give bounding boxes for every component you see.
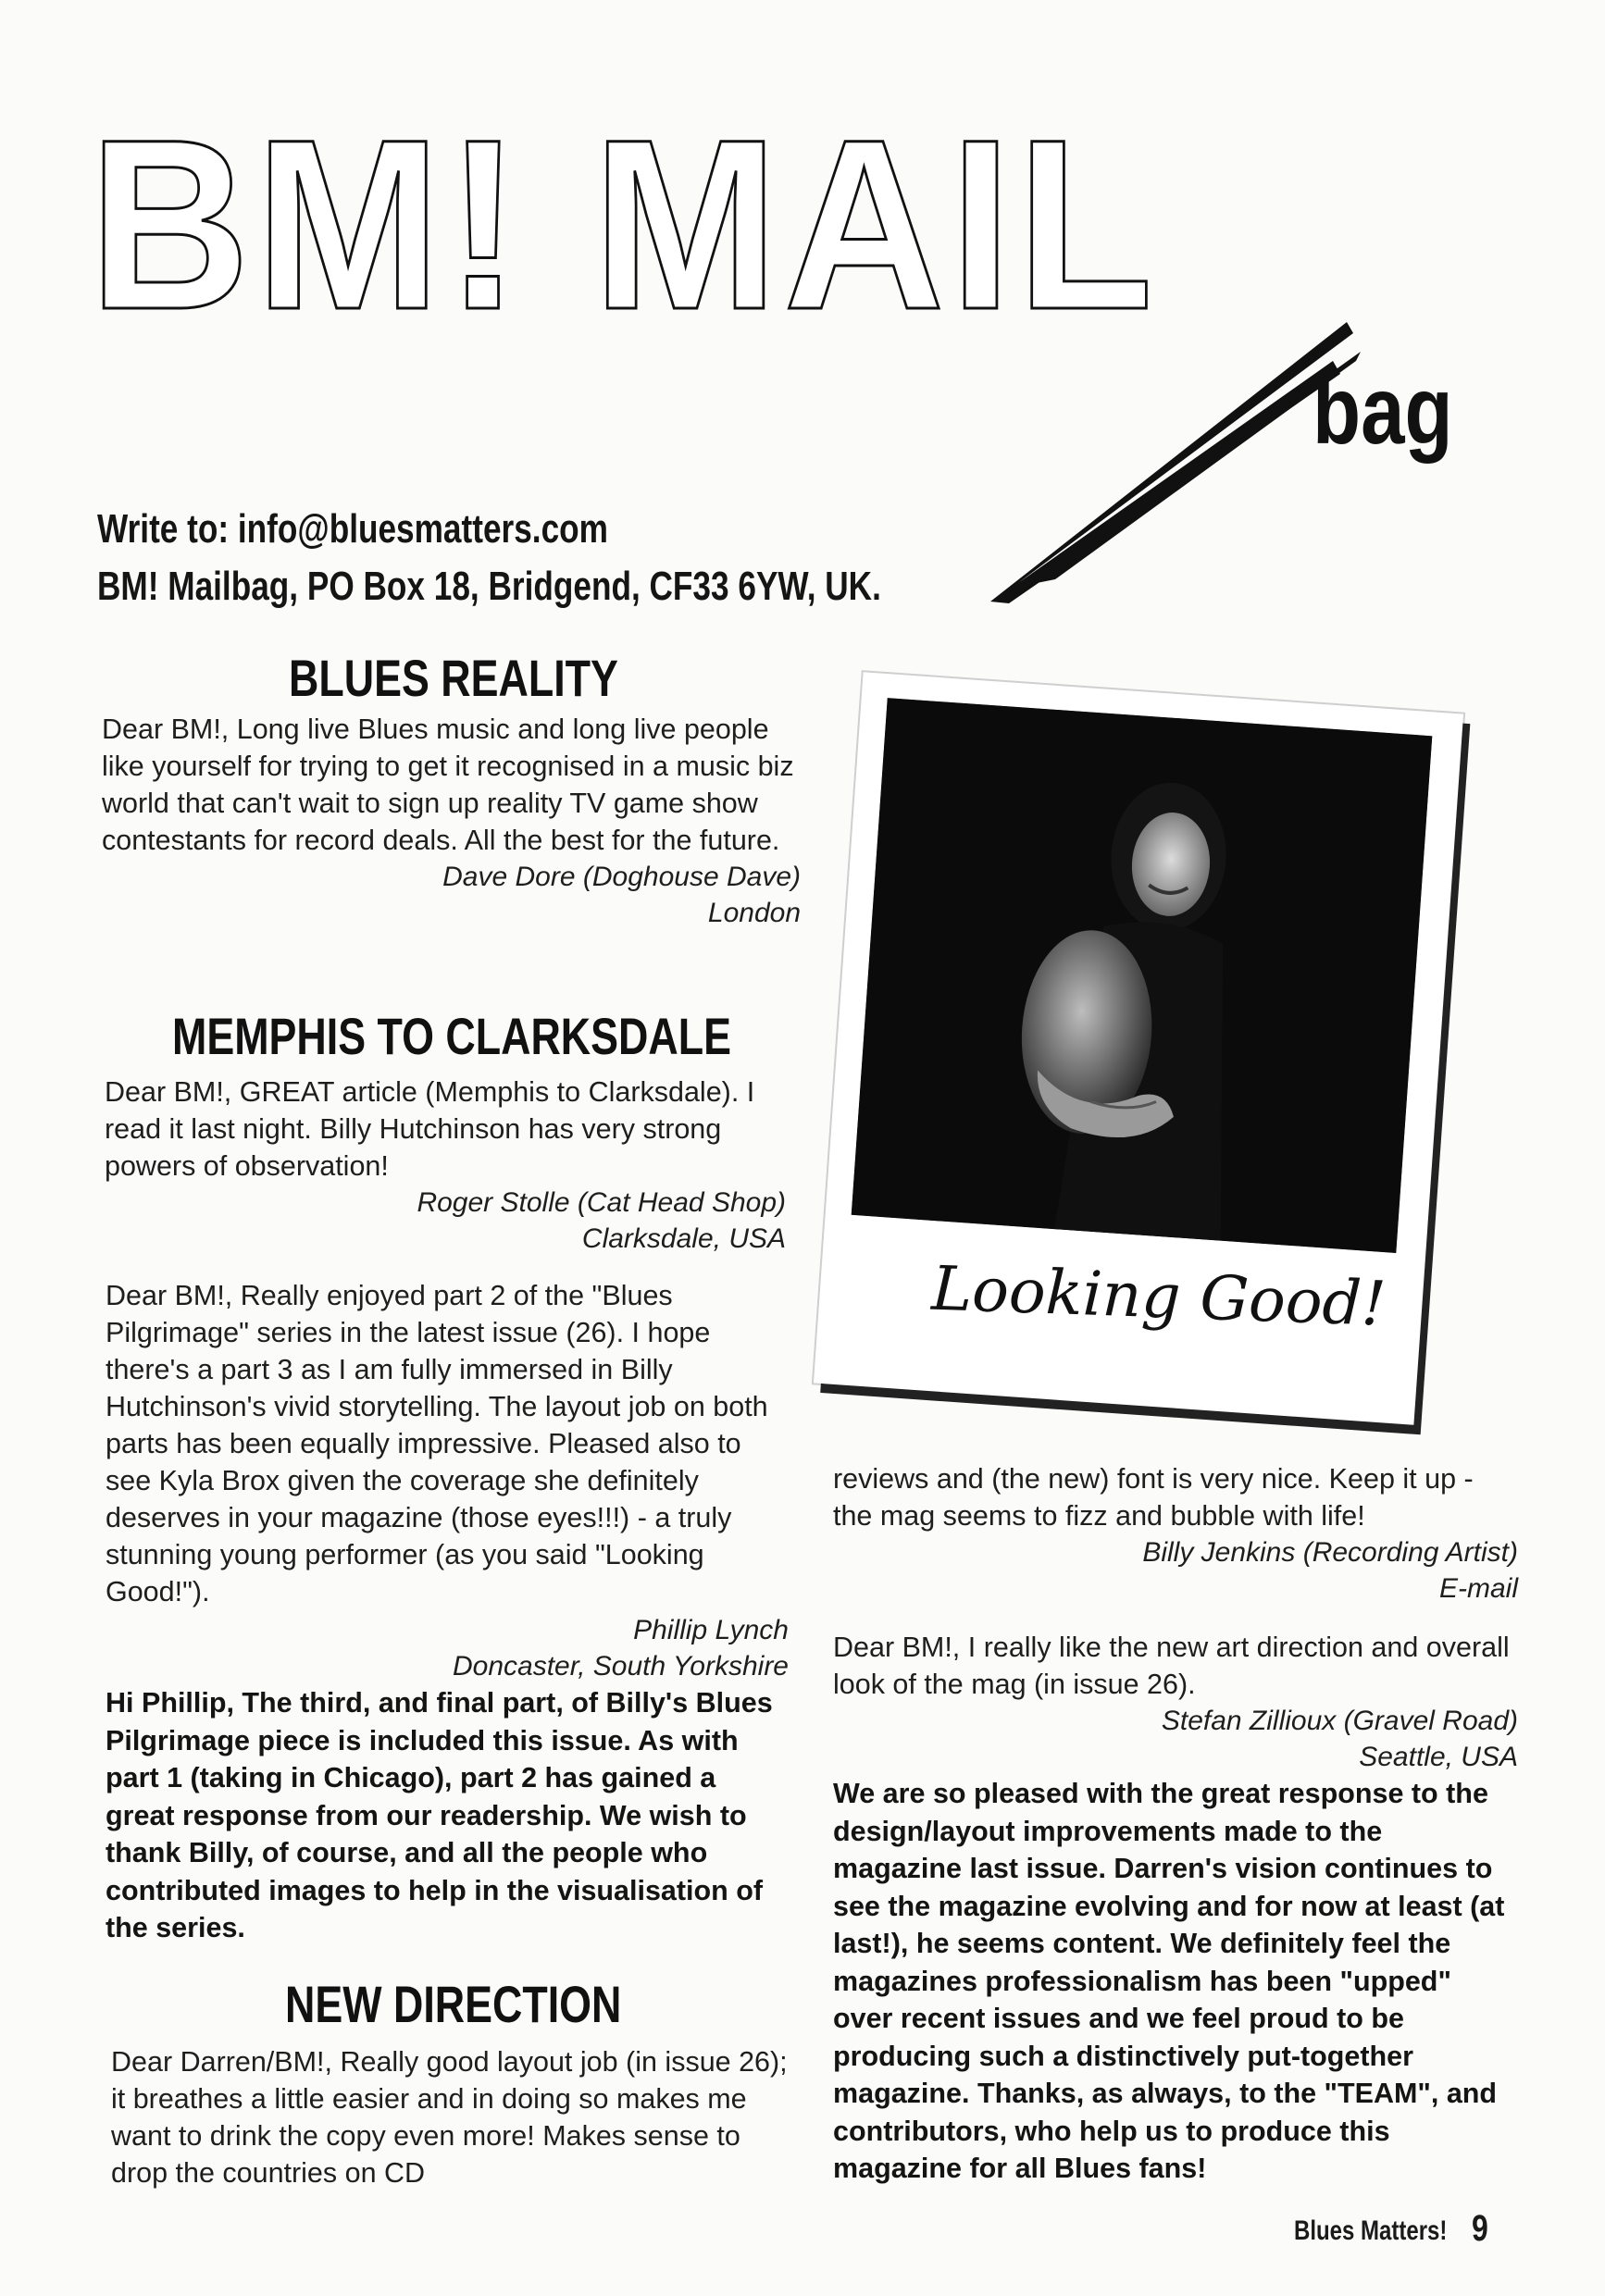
contact-postal-line: BM! Mailbag, PO Box 18, Bridgend, CF33 6YW, UK. [97, 564, 881, 609]
letter-body: Dear BM!, GREAT article (Memphis to Clarksdale). I read it last night. Billy Hutchinson has very strong powers of observation! [105, 1076, 755, 1182]
footer-magazine-title: Blues Matters! [1294, 2215, 1448, 2246]
letter-location: Doncaster, South Yorkshire [453, 1651, 789, 1682]
letter-location: Seattle, USA [1359, 1742, 1518, 1772]
letter-author: Stefan Zillioux (Gravel Road) [1161, 1706, 1518, 1736]
letter-author: Roger Stolle (Cat Head Shop) [417, 1187, 786, 1218]
letter-location: Clarksdale, USA [581, 1223, 786, 1254]
polaroid-photo [814, 672, 1463, 1424]
letter-body: Dear Darren/BM!, Really good layout job (in issue 26); it breathes a little easier and in doing so makes me want to drink the copy even more! Makes sense to drop the countries on CD [111, 2046, 788, 2189]
brush-slash-decoration [981, 305, 1370, 611]
letter-direction-part-2 [833, 1460, 1518, 1607]
masthead-title: BM! MAIL [89, 89, 1159, 360]
letter-memphis [105, 1074, 786, 1257]
letter-art-direction [833, 1629, 1518, 2188]
section-heading-blues-reality: BLUES REALITY [289, 649, 618, 707]
letter-pilgrimage [106, 1277, 789, 1947]
letter-location: London [707, 898, 801, 928]
page-number: 9 [1472, 2208, 1488, 2249]
letter-author: Phillip Lynch [633, 1615, 789, 1645]
masthead-subtitle: bag [1313, 357, 1453, 465]
letter-blues-reality [102, 711, 801, 931]
section-heading-new-direction: NEW DIRECTION [285, 1975, 622, 2033]
portrait-photo [852, 698, 1433, 1253]
editor-reply: Hi Phillip, The third, and final part, of Billy's Blues Pilgrimage piece is included this issue. As with part 1 (taking in Chicago), part 2 has gained a great response from our readership. We wish to thank Billy, of course, and all the people who contributed images to help in the visualisation of the series. [106, 1687, 773, 1943]
letter-body: Dear BM!, Really enjoyed part 2 of the "Blues Pilgrimage" series in the latest issue (26). I hope there's a part 3 as I am fully immersed in Billy Hutchinson's vivid storytelling. The layout job on both parts has been equally impressive. Pleased also to see Kyla Brox given the coverage she definitely deserves in your magazine (those eyes!!!) - a truly stunning young performer (as you said "Looking Good!"). [106, 1280, 768, 1607]
editor-reply: We are so pleased with the great response to the design/layout improvements made to the magazine last issue. Darren's vision continues to see the magazine evolving and for now at least (at last!), he seems content. We definitely feel the magazines professionalism has been "upped" over recent issues and we feel proud to be producing such a distinctively put-together magazine. Thanks, as always, to the "TEAM", and contributors, who help us to produce this magazine for all Blues fans! [833, 1778, 1505, 2184]
letter-body: Dear BM!, I really like the new art direction and overall look of the mag (in issue 26). [833, 1632, 1510, 1700]
woman-portrait-illustration [852, 698, 1433, 1253]
section-heading-memphis-to-clarksdale: MEMPHIS TO CLARKSDALE [172, 1007, 731, 1065]
contact-email-line: Write to: info@bluesmatters.com [97, 506, 608, 552]
letter-body-continued: reviews and (the new) font is very nice. Keep it up - the mag seems to fizz and bubble with life! [833, 1463, 1474, 1532]
letter-author: Dave Dore (Doghouse Dave) [442, 862, 801, 892]
letter-direction-part-1 [111, 2043, 796, 2191]
letter-location: E-mail [1438, 1573, 1518, 1604]
letter-body: Dear BM!, Long live Blues music and long live people like yourself for trying to get it recognised in a music biz world that can't wait to sign up reality TV game show contestants for record deals. All the best for the future. [102, 714, 794, 856]
letter-author: Billy Jenkins (Recording Artist) [1142, 1537, 1518, 1568]
photo-caption: Looking Good! [930, 1252, 1387, 1340]
